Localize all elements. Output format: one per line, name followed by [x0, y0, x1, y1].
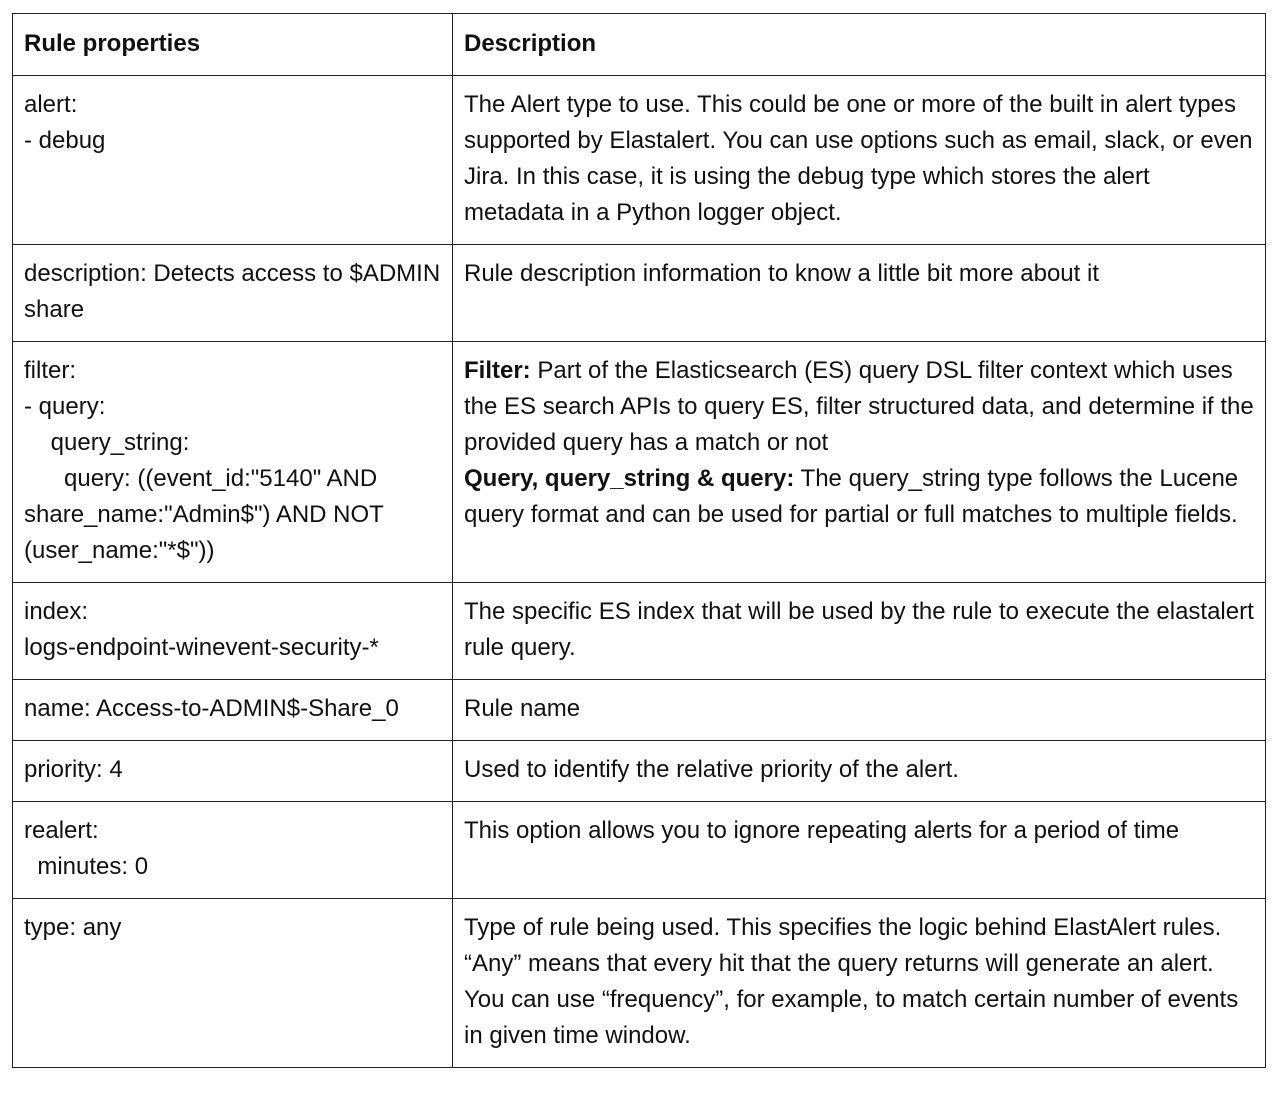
- rule-property-realert: realert: minutes: 0: [13, 802, 453, 899]
- table-row: [13, 899, 1266, 1068]
- table-row: [13, 76, 1266, 245]
- rule-description-type: Type of rule being used. This specifies the logic behind ElastAlert rules. “Any” means that every hit that the query returns will generate an alert. You can use “frequency”, for example, to match certain number of events in given time window.: [453, 899, 1266, 1068]
- filter-term: Filter:: [464, 357, 531, 384]
- rule-property-type: type: any: [13, 899, 453, 1068]
- table-row: [13, 583, 1266, 680]
- rule-properties-table: [12, 13, 1266, 1068]
- rule-description-priority: Used to identify the relative priority of the alert.: [453, 741, 1266, 802]
- rule-property-index: index: logs-endpoint-winevent-security-*: [13, 583, 453, 680]
- table-header-row: [13, 14, 1266, 76]
- filter-description-part: [464, 353, 1261, 461]
- query-term-text: The query_string type follows the Lucene query format and can be used for partial or full matches to multiple fields.: [464, 465, 1245, 528]
- table-row: [13, 802, 1266, 899]
- rule-description-realert: This option allows you to ignore repeating alerts for a period of time: [453, 802, 1266, 899]
- rule-description-description: Rule description information to know a little bit more about it: [453, 245, 1266, 342]
- rule-property-priority: priority: 4: [13, 741, 453, 802]
- header-rule-properties: Rule properties: [13, 14, 453, 76]
- table-row: [13, 342, 1266, 583]
- query-description-part: [464, 461, 1254, 533]
- rule-property-filter: filter: - query: query_string: query: ((event_id:"5140" AND share_name:"Admin$") AND NOT (user_name:"*$")): [13, 342, 453, 583]
- filter-term-text: Part of the Elasticsearch (ES) query DSL filter context which uses the ES search APIs to query ES, filter structured data, and determine if the provided query has a match or not: [464, 357, 1261, 456]
- rule-description-index: The specific ES index that will be used by the rule to execute the elastalert rule query.: [453, 583, 1266, 680]
- header-description: Description: [453, 14, 1266, 76]
- rule-description-alert: The Alert type to use. This could be one or more of the built in alert types supported by Elastalert. You can use options such as email, slack, or even Jira. In this case, it is using the debug type which stores the alert metadata in a Python logger object.: [453, 76, 1266, 245]
- table-row: [13, 741, 1266, 802]
- rule-property-name: name: Access-to-ADMIN$-Share_0: [13, 680, 453, 741]
- query-term: Query, query_string & query:: [464, 465, 795, 492]
- table-row: [13, 680, 1266, 741]
- rule-property-description: description: Detects access to $ADMIN share: [13, 245, 453, 342]
- rule-description-name: Rule name: [453, 680, 1266, 741]
- rule-description-filter: [453, 342, 1266, 583]
- table-row: [13, 245, 1266, 342]
- rule-property-alert: alert: - debug: [13, 76, 453, 245]
